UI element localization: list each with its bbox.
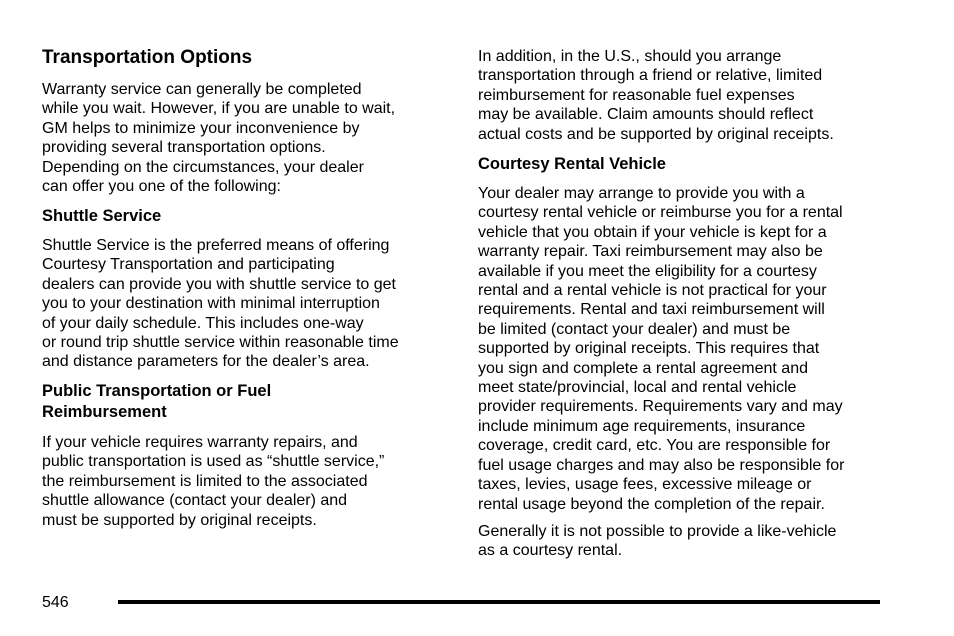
text-line: may be available. Claim amounts should reflect <box>478 106 814 124</box>
text-line: Depending on the circumstances, your dealer <box>42 158 364 176</box>
heading-line: Public Transportation or Fuel <box>42 382 272 400</box>
shuttle-service-heading: Shuttle Service <box>42 207 162 225</box>
intro-paragraph <box>42 80 395 196</box>
text-line: meet state/provincial, local and rental vehicle <box>478 379 797 397</box>
text-line: dealers can provide you with shuttle service to get <box>42 275 396 293</box>
text-line: as a courtesy rental. <box>478 542 623 560</box>
text-line: include minimum age requirements, insurance <box>478 417 806 435</box>
text-line: and distance parameters for the dealer’s area. <box>42 353 370 371</box>
text-line: courtesy rental vehicle or reimburse you for a rental <box>478 204 843 222</box>
text-line: the reimbursement is limited to the associated <box>42 472 368 490</box>
text-line: In addition, in the U.S., should you arrange <box>478 48 782 65</box>
courtesy-rental-paragraph <box>478 184 844 514</box>
text-line: can offer you one of the following: <box>42 178 281 196</box>
text-line: Generally it is not possible to provide a like-vehicle <box>478 523 837 540</box>
text-line: taxes, levies, usage fees, excessive mileage or <box>478 476 812 494</box>
text-line: providing several transportation options. <box>42 139 326 157</box>
courtesy-rental-heading: Courtesy Rental Vehicle <box>478 155 666 173</box>
text-line: Your dealer may arrange to provide you with a <box>478 185 805 202</box>
text-line: reimbursement for reasonable fuel expenses <box>478 86 795 104</box>
text-line: coverage, credit card, etc. You are responsible for <box>478 437 831 455</box>
text-line: available if you meet the eligibility for a courtesy <box>478 262 817 280</box>
text-line: of your daily schedule. This includes one-way <box>42 314 364 332</box>
shuttle-service-paragraph <box>42 236 399 372</box>
text-line: warranty repair. Taxi reimbursement may also be <box>478 243 823 261</box>
text-line: or round trip shuttle service within reasonable time <box>42 334 399 352</box>
text-line: Shuttle Service is the preferred means of offering <box>42 237 390 254</box>
text-line: If your vehicle requires warranty repairs, and <box>42 434 358 451</box>
text-line: requirements. Rental and taxi reimbursement will <box>478 301 825 319</box>
text-line: shuttle allowance (contact your dealer) and <box>42 492 348 510</box>
text-line: public transportation is used as “shuttle service,” <box>42 453 385 471</box>
public-transportation-paragraph <box>42 433 384 530</box>
page-number: 546 <box>42 594 69 611</box>
section-title: Transportation Options <box>42 47 253 68</box>
heading-line: Reimbursement <box>42 403 167 421</box>
text-line: rental and a rental vehicle is not practical for your <box>478 282 827 300</box>
text-line: rental usage beyond the completion of the repair. <box>478 495 825 513</box>
addition-paragraph <box>478 47 834 144</box>
text-line: you sign and complete a rental agreement and <box>478 359 808 377</box>
text-line: vehicle that you obtain if your vehicle is kept for a <box>478 223 827 241</box>
text-line: while you wait. However, if you are unable to wait, <box>42 100 396 118</box>
text-line: provider requirements. Requirements vary and may <box>478 398 843 416</box>
text-line: supported by original receipts. This requires that <box>478 340 820 358</box>
text-line: be limited (contact your dealer) and must be <box>478 320 791 338</box>
public-transportation-heading <box>42 381 271 423</box>
closing-paragraph <box>478 522 836 561</box>
text-line: Courtesy Transportation and participating <box>42 256 335 274</box>
text-line: fuel usage charges and may also be responsible for <box>478 456 845 474</box>
text-line: must be supported by original receipts. <box>42 511 317 529</box>
text-line: actual costs and be supported by original receipts. <box>478 125 834 143</box>
text-line: Warranty service can generally be completed <box>42 81 362 98</box>
text-line: GM helps to minimize your inconvenience by <box>42 119 360 137</box>
text-line: transportation through a friend or relative, limited <box>478 67 823 85</box>
text-line: you to your destination with minimal interruption <box>42 295 380 313</box>
footer-rule <box>118 600 880 604</box>
